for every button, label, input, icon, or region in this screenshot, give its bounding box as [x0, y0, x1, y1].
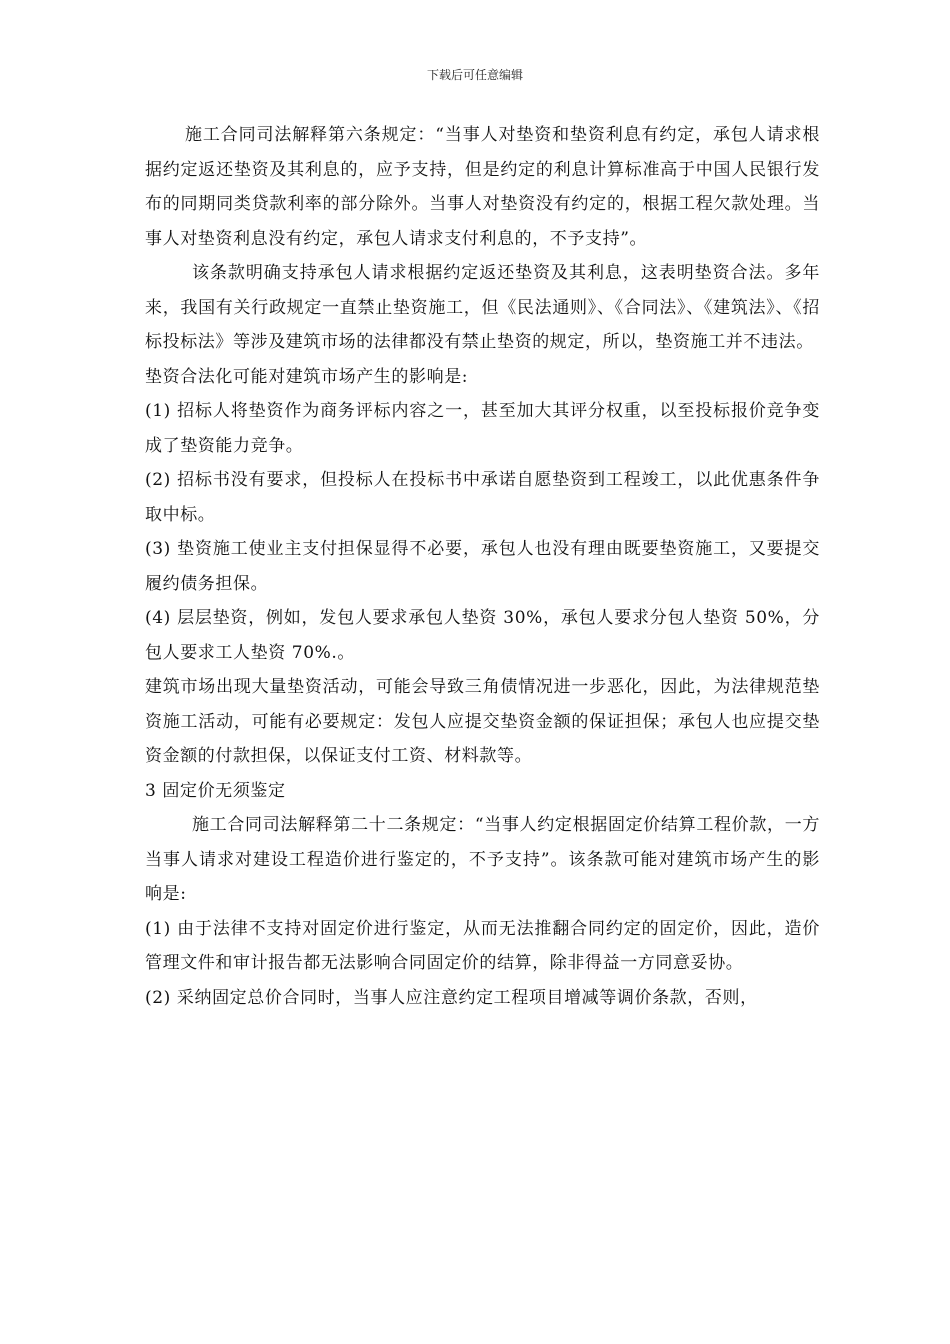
- list-item-2: (2) 招标书没有要求，但投标人在投标书中承诺自愿垫资到工程竣工，以此优惠条件争取中标。: [145, 470, 820, 525]
- list-item-1: (1) 招标人将垫资作为商务评标内容之一，甚至加大其评分权重，以至投标报价竞争变成了垫资能力竞争。: [145, 401, 820, 456]
- list-item-3: (3) 垫资施工使业主支付担保显得不必要，承包人也没有理由既要垫资施工，又要提交履约债务担保。: [145, 539, 820, 594]
- document-body: [145, 118, 820, 1015]
- fixed-price-item-1: (1) 由于法律不支持对固定价进行鉴定，从而无法推翻合同约定的固定价，因此，造价管理文件和审计报告都无法影响合同固定价的结算，除非得益一方同意妥协。: [145, 918, 820, 973]
- paragraph-article-6: 施工合同司法解释第六条规定：“当事人对垫资和垫资利息有约定，承包人请求根据约定返还垫资及其利息的，应予支持，但是约定的利息计算标准高于中国人民银行发布的同期同类贷款利率的部分除外。当事人对垫资没有约定的，根据工程欠款处理。当事人对垫资利息没有约定，承包人请求支付利息的，不予支持”。: [145, 125, 820, 249]
- paragraph-regulation: 建筑市场出现大量垫资活动，可能会导致三角债情况进一步恶化，因此，为法律规范垫资施工活动，可能有必要规定：发包人应提交垫资金额的保证担保；承包人也应提交垫资金额的付款担保，以保证支付工资、材料款等。: [145, 677, 820, 766]
- page-header: 下载后可任意编辑: [426, 68, 523, 82]
- paragraph-impact-intro: 垫资合法化可能对建筑市场产生的影响是:: [145, 366, 469, 387]
- section-heading-3: 3 固定价无须鉴定: [145, 780, 286, 801]
- fixed-price-item-2: (2) 采纳固定总价合同时，当事人应注意约定工程项目增减等调价条款，否则，: [145, 987, 758, 1008]
- paragraph-advance-legal: 该条款明确支持承包人请求根据约定返还垫资及其利息，这表明垫资合法。多年来，我国有关行政规定一直禁止垫资施工，但《民法通则》、《合同法》、《建筑法》、《招标投标法》等涉及建筑市场的法律都没有禁止垫资的规定，所以，垫资施工并不违法。: [145, 263, 820, 352]
- list-item-4: (4) 层层垫资，例如，发包人要求承包人垫资 30%，承包人要求分包人垫资 50%，分包人要求工人垫资 70%.。: [145, 608, 820, 663]
- paragraph-article-22: 施工合同司法解释第二十二条规定：“当事人约定根据固定价结算工程价款，一方当事人请求对建设工程造价进行鉴定的，不予支持”。该条款可能对建筑市场产生的影响是:: [145, 815, 820, 904]
